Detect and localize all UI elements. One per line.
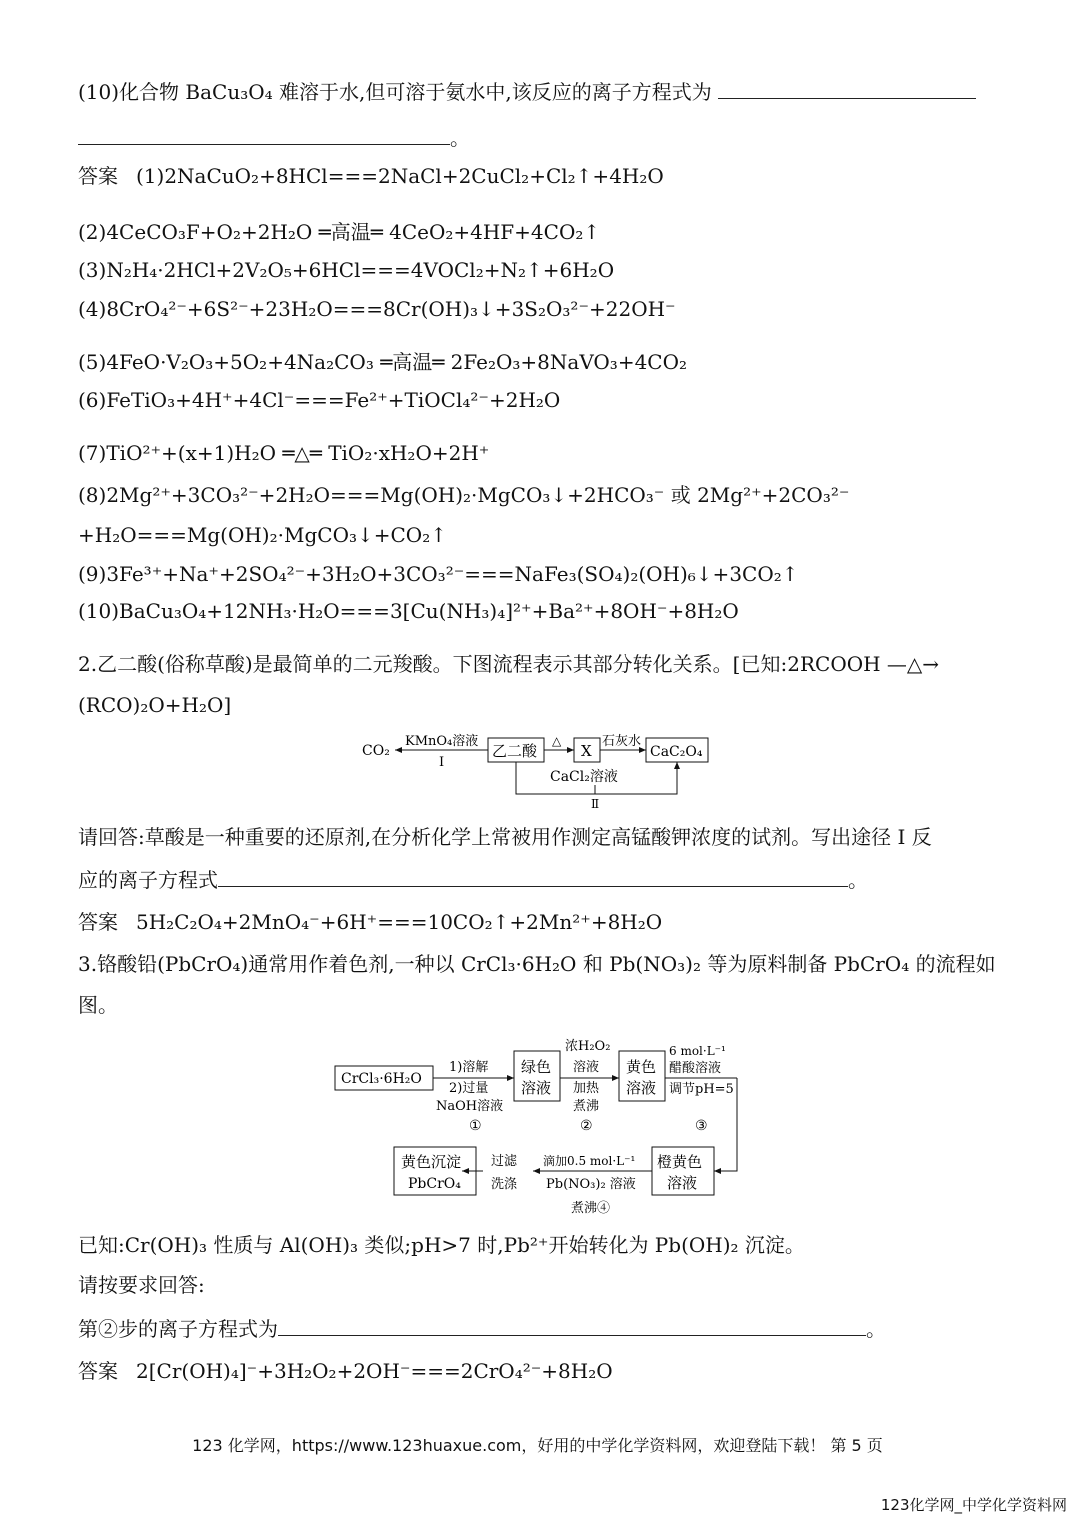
q3-step2-line [78,1315,886,1342]
kmno4-label: KMnO₄溶液 [405,734,479,749]
precipitate-label-2: PbCrO₄ [408,1176,461,1192]
q3-answer [78,1358,613,1384]
oxalic-acid-label: 乙二酸 [492,742,538,760]
step2-d: 煮沸 [573,1099,600,1114]
step2-b: 溶液 [573,1060,600,1075]
q10-line [78,78,976,105]
answer-blank[interactable] [78,124,450,145]
answer-5: (5)4FeO·V₂O₃+5O₂+4Na₂CO₃ ═高温═ 2Fe₂O₃+8NaVO₃+4CO₂ [78,350,688,374]
orange-label-1: 橙黄色 [657,1153,703,1171]
yellow-label-2: 溶液 [626,1079,657,1097]
answer-8b: +H₂O===Mg(OH)₂·MgCO₃↓+CO₂↑ [78,523,447,547]
answer-text: (1)2NaCuO₂+8HCl===2NaCl+2CuCl₂+Cl₂↑+4H₂O [136,164,664,188]
period: 。 [866,1317,886,1341]
q10-text: (10)化合物 BaCu₃O₄ 难溶于水,但可溶于氨水中,该反应的离子方程式为 [78,80,712,104]
answer-9: (9)3Fe³⁺+Na⁺+2SO₄²⁻+3H₂O+3CO₃²⁻===NaFe₃(SO₄)₂(OH)₆↓+3CO₂↑ [78,562,799,586]
step1-num: ① [469,1118,482,1134]
step3-b: 醋酸溶液 [669,1061,722,1076]
co2-label: CO₂ [362,743,390,759]
q10-line2 [78,124,470,151]
pbcro4-flow-diagram [333,1035,743,1220]
watermark: 123化学网_中学化学资料网 [880,1496,1067,1514]
step3-c: 调节pH=5 [669,1082,734,1097]
green-label-1: 绿色 [521,1058,552,1076]
step3-num: ③ [695,1118,708,1134]
route-1-label: Ⅰ [439,755,445,770]
step2-num: ② [580,1118,593,1134]
filter-label: 过滤 [491,1154,518,1169]
route-2-label: Ⅱ [591,797,600,811]
q3-step2: 第②步的离子方程式为 [78,1317,278,1341]
oxalic-flow-diagram [355,728,725,814]
answer-6: (6)FeTiO₃+4H⁺+4Cl⁻===Fe²⁺+TiOCl₄²⁻+2H₂O [78,388,561,412]
q2-line2: (RCO)₂O+H₂O] [78,693,232,717]
answer-blank[interactable] [218,866,848,887]
q3-known: 已知:Cr(OH)₃ 性质与 Al(OH)₃ 类似;pH>7 时,Pb²⁺开始转化为 Pb(OH)₂ 沉淀。 [78,1233,805,1257]
answer-1 [78,163,664,189]
q2-answer [78,909,662,935]
yellow-label-1: 黄色 [626,1058,657,1076]
answer-10: (10)BaCu₃O₄+12NH₃·H₂O===3[Cu(NH₃)₄]²⁺+Ba²⁺+8OH⁻+8H₂O [78,599,739,623]
answer-label: 答案 [78,1359,118,1383]
q2-ask1: 请回答:草酸是一种重要的还原剂,在分析化学上常被用作测定高锰酸钾浓度的试剂。写出途径 Ⅰ 反 [78,825,932,849]
cac2o4-label: CaC₂O₄ [650,744,703,760]
step2-c: 加热 [573,1081,600,1096]
crcl3-label: CrCl₃·6H₂O [341,1071,422,1087]
answer-3: (3)N₂H₄·2HCl+2V₂O₅+6HCl===4VOCl₂+N₂↑+6H₂O [78,258,615,282]
period: 。 [848,868,868,892]
answer-label: 答案 [78,164,118,188]
answer-2: (2)4CeCO₃F+O₂+2H₂O ═高温═ 4CeO₂+4HF+4CO₂↑ [78,220,601,244]
step1-a: 1)溶解 [449,1060,489,1075]
step4-a: 滴加0.5 mol·L⁻¹ [543,1154,636,1168]
step4-b: Pb(NO₃)₂ 溶液 [546,1177,636,1192]
answer-8a: (8)2Mg²⁺+3CO₃²⁻+2H₂O===Mg(OH)₂·MgCO₃↓+2HCO₃⁻ 或 2Mg²⁺+2CO₃²⁻ [78,483,850,507]
precipitate-label-1: 黄色沉淀 [401,1153,462,1171]
step1-b: 2)过量 [449,1081,489,1096]
answer-7: (7)TiO²⁺+(x+1)H₂O ═△═ TiO₂·xH₂O+2H⁺ [78,441,490,465]
q2-line1: 2.乙二酸(俗称草酸)是最简单的二元羧酸。下图流程表示其部分转化关系。[已知:2RCOOH —△→ [78,652,940,676]
answer-blank[interactable] [278,1315,866,1336]
answer-4: (4)8CrO₄²⁻+6S²⁻+23H₂O===8Cr(OH)₃↓+3S₂O₃²⁻+22OH⁻ [78,297,676,321]
answer-blank[interactable] [718,78,976,99]
limewater-label: 石灰水 [602,734,642,749]
q2-ask2: 应的离子方程式 [78,868,218,892]
heat-label: △ [552,734,562,748]
period: 。 [450,126,470,150]
step3-a: 6 mol·L⁻¹ [669,1044,726,1058]
q3-line1: 3.铬酸铅(PbCrO₄)通常用作着色剂,一种以 CrCl₃·6H₂O 和 Pb(NO₃)₂ 等为原料制备 PbCrO₄ 的流程如 [78,952,996,976]
x-label: X [581,742,592,760]
orange-label-2: 溶液 [667,1174,698,1192]
q3-line2: 图。 [78,993,118,1017]
step1-c: NaOH溶液 [436,1099,504,1114]
answer-text: 5H₂C₂O₄+2MnO₄⁻+6H⁺===10CO₂↑+2Mn²⁺+8H₂O [136,910,663,934]
q3-ask: 请按要求回答: [78,1273,205,1297]
wash-label: 洗涤 [491,1177,518,1192]
answer-label: 答案 [78,910,118,934]
step4-c: 煮沸④ [571,1201,611,1216]
step2-a: 浓H₂O₂ [565,1039,611,1054]
cacl2-label: CaCl₂溶液 [550,769,618,785]
answer-text: 2[Cr(OH)₄]⁻+3H₂O₂+2OH⁻===2CrO₄²⁻+8H₂O [136,1359,613,1383]
q2-ask2-line [78,866,868,893]
green-label-2: 溶液 [521,1079,552,1097]
page-footer: 123 化学网，https://www.123huaxue.com，好用的中学化学资料网，欢迎登陆下载！ 第 5 页 [192,1436,883,1455]
